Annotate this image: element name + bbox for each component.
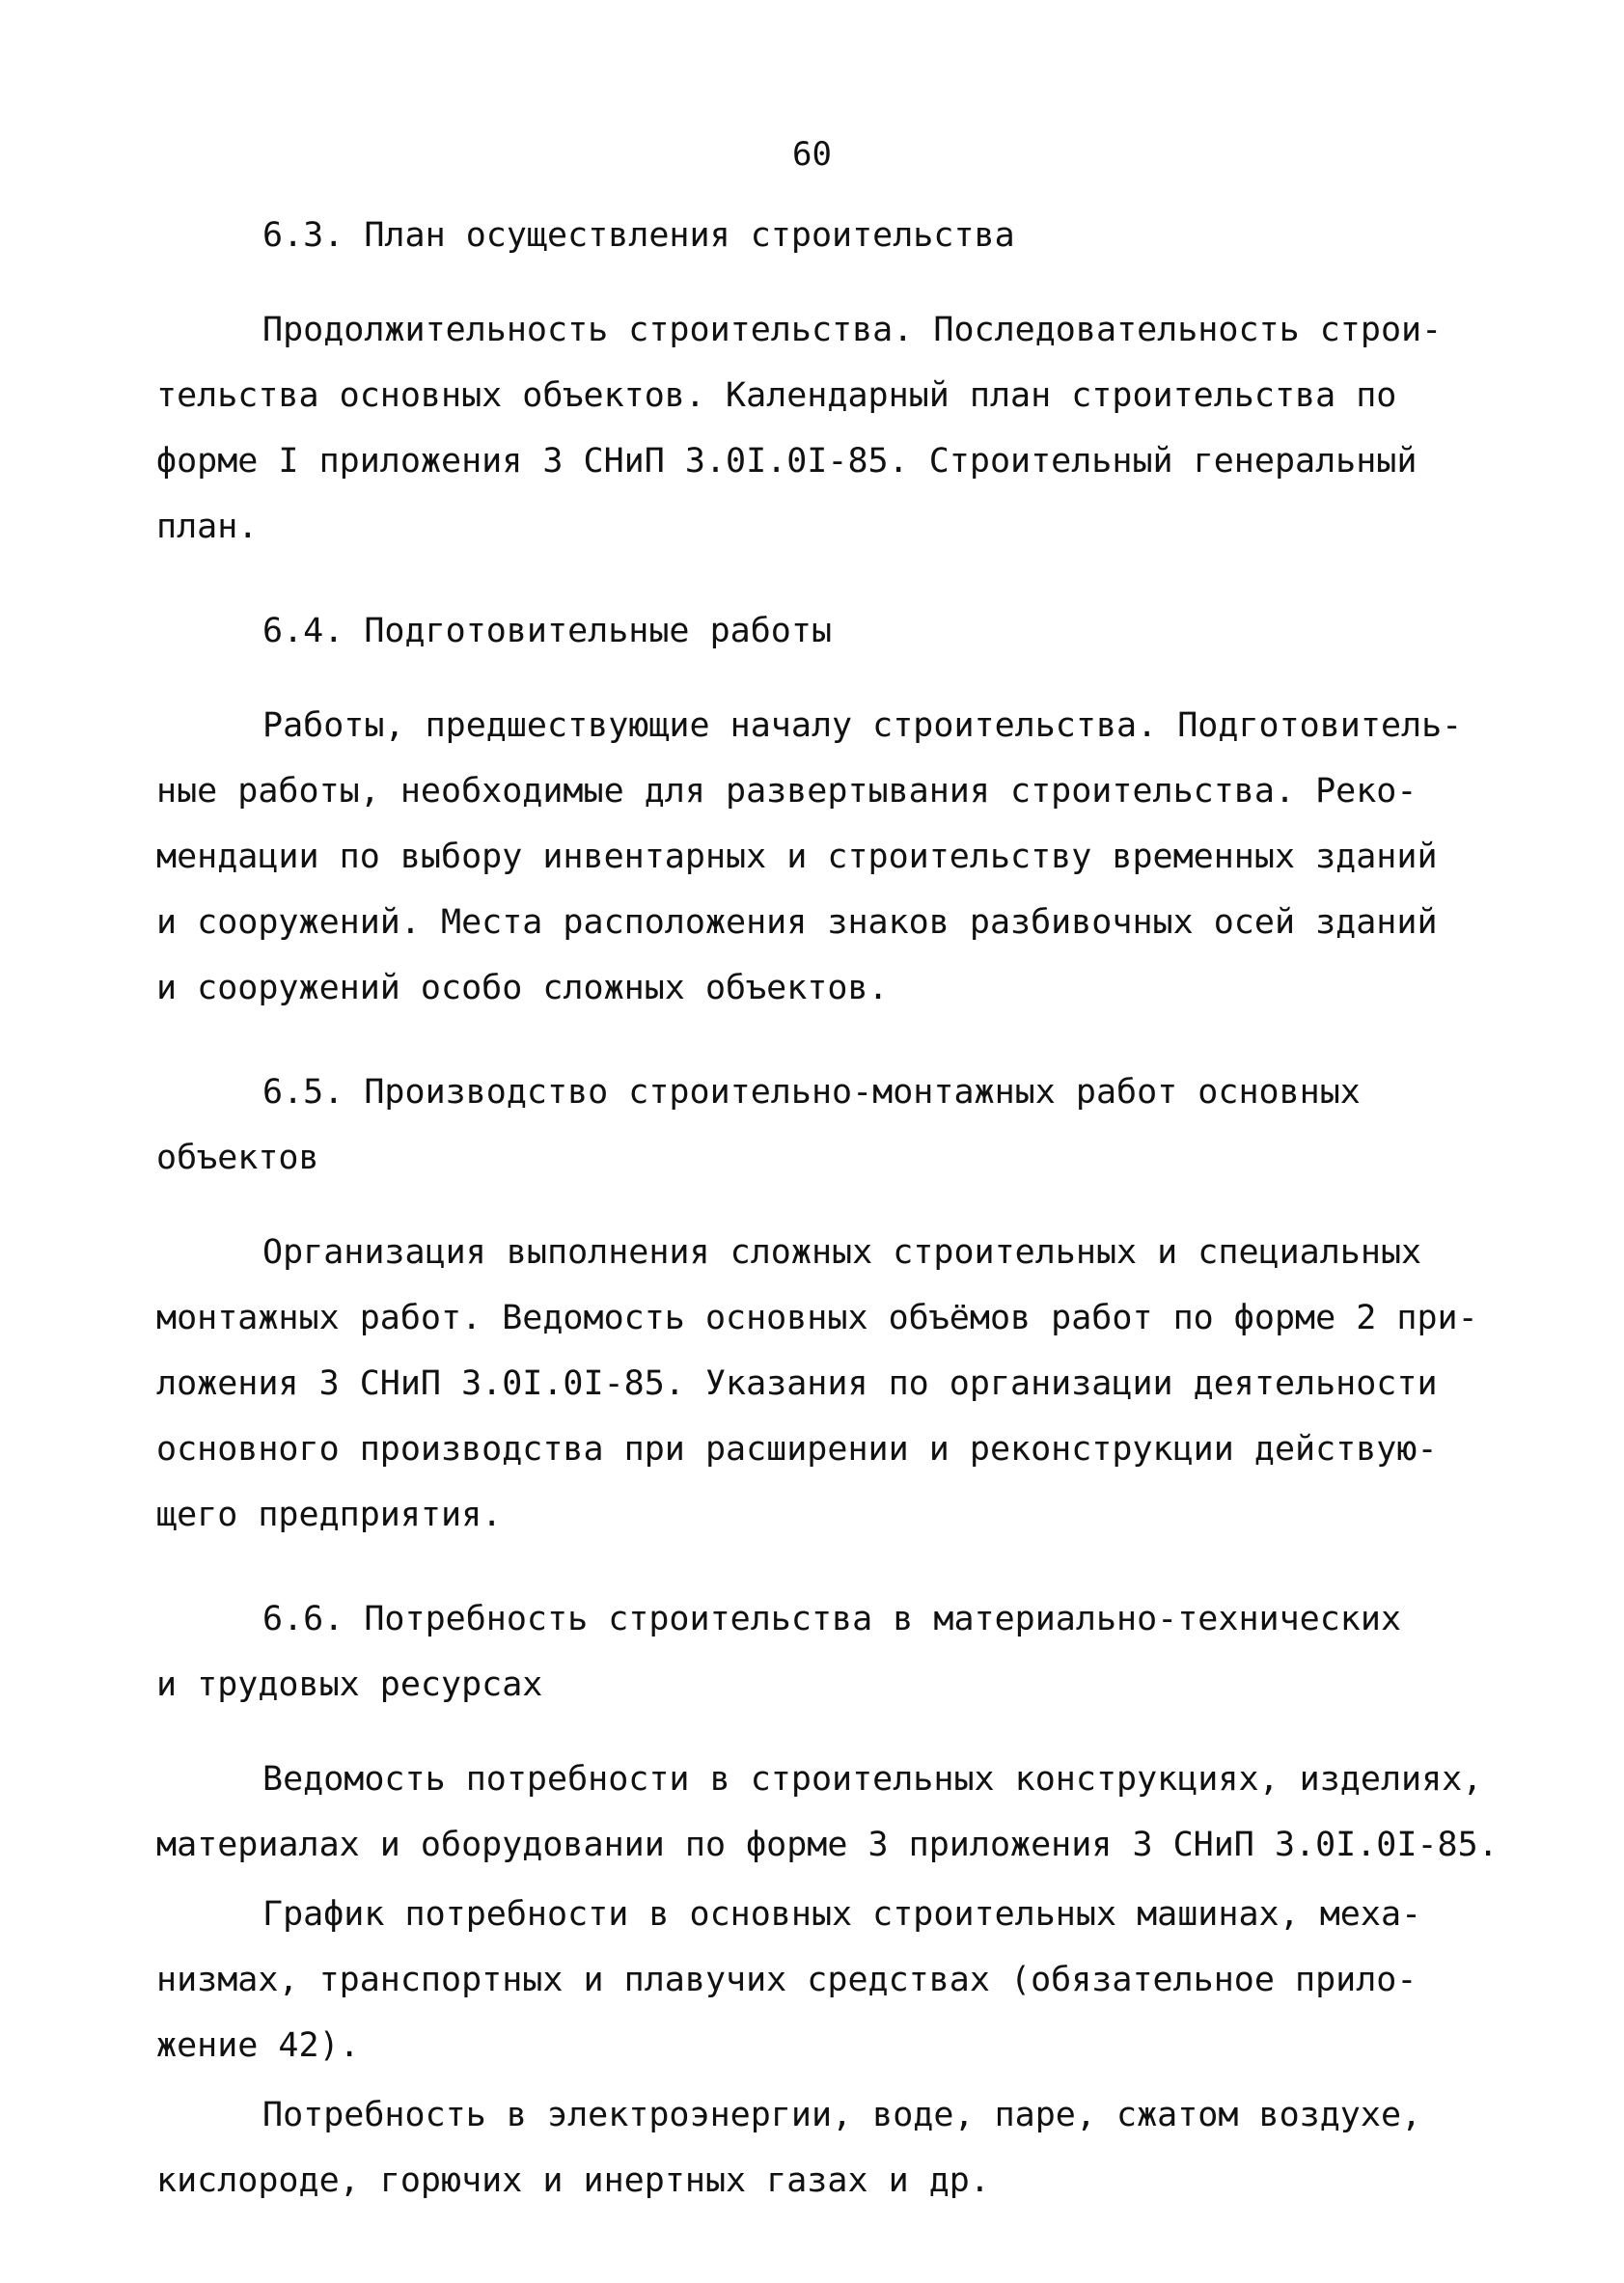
text-line: Потребность в электроэнергии, воде, паре, сжатом воздухе,	[262, 2096, 1422, 2134]
text-line: График потребности в основных строительных машинах, меха-	[262, 1895, 1422, 1934]
document-body	[156, 203, 1507, 2214]
text-line: щего предприятия.	[156, 1496, 503, 1534]
paragraph	[156, 2082, 1507, 2214]
paragraph	[156, 1747, 1507, 1878]
text-line: основного производства при расширении и реконструкции действую-	[156, 1430, 1438, 1469]
text-line: и сооружений. Места расположения знаков разбивочных осей зданий	[156, 903, 1438, 942]
text-line: Ведомость потребности в строительных конструкциях, изделиях,	[262, 1760, 1483, 1799]
section-heading-continuation: и трудовых ресурсах	[156, 1665, 543, 1704]
text-line: и сооружений особо сложных объектов.	[156, 969, 889, 1007]
text-line: тельства основных объектов. Календарный план строительства по	[156, 376, 1397, 415]
text-line: кислороде, горючих и инертных газах и др.	[156, 2161, 990, 2200]
text-line: материалах и оборудовании по форме 3 приложения 3 СНиП 3.0I.0I-85.	[156, 1826, 1499, 1864]
section-heading: 6.5. Производство строительно-монтажных работ основных	[262, 1073, 1361, 1112]
text-line: Организация выполнения сложных строительных и специальных	[262, 1233, 1422, 1272]
section-6-4	[156, 598, 1507, 1021]
section-6-3	[156, 203, 1507, 560]
text-line: план.	[156, 508, 259, 546]
text-line: монтажных работ. Ведомость основных объёмов работ по форме 2 при-	[156, 1299, 1478, 1337]
paragraph	[156, 1220, 1507, 1548]
text-line: Продолжительность строительства. Последовательность строи-	[262, 311, 1443, 349]
section-6-5	[156, 1059, 1507, 1548]
paragraph	[156, 297, 1507, 560]
text-line: жение 42).	[156, 2026, 360, 2065]
page-number: 60	[792, 135, 832, 174]
text-line: форме I приложения 3 СНиП 3.0I.0I-85. Строительный генеральный	[156, 442, 1418, 481]
section-heading-continuation: объектов	[156, 1139, 319, 1177]
text-line: мендации по выбору инвентарных и строительству временных зданий	[156, 838, 1438, 876]
text-line: ложения 3 СНиП 3.0I.0I-85. Указания по организации деятельности	[156, 1364, 1438, 1403]
paragraph	[156, 693, 1507, 1021]
section-heading: 6.6. Потребность строительства в материально-технических	[262, 1600, 1402, 1638]
text-line: низмах, транспортных и плавучих средствах (обязательное прило-	[156, 1961, 1418, 1999]
text-line: ные работы, необходимые для развертывания строительства. Реко-	[156, 772, 1418, 811]
text-line: Работы, предшествующие началу строительства. Подготовитель-	[262, 706, 1463, 745]
section-heading: 6.4. Подготовительные работы	[262, 612, 833, 650]
section-heading: 6.3. План осуществления строительства	[262, 216, 1015, 255]
section-6-6	[156, 1586, 1507, 2214]
paragraph	[156, 1882, 1507, 2078]
